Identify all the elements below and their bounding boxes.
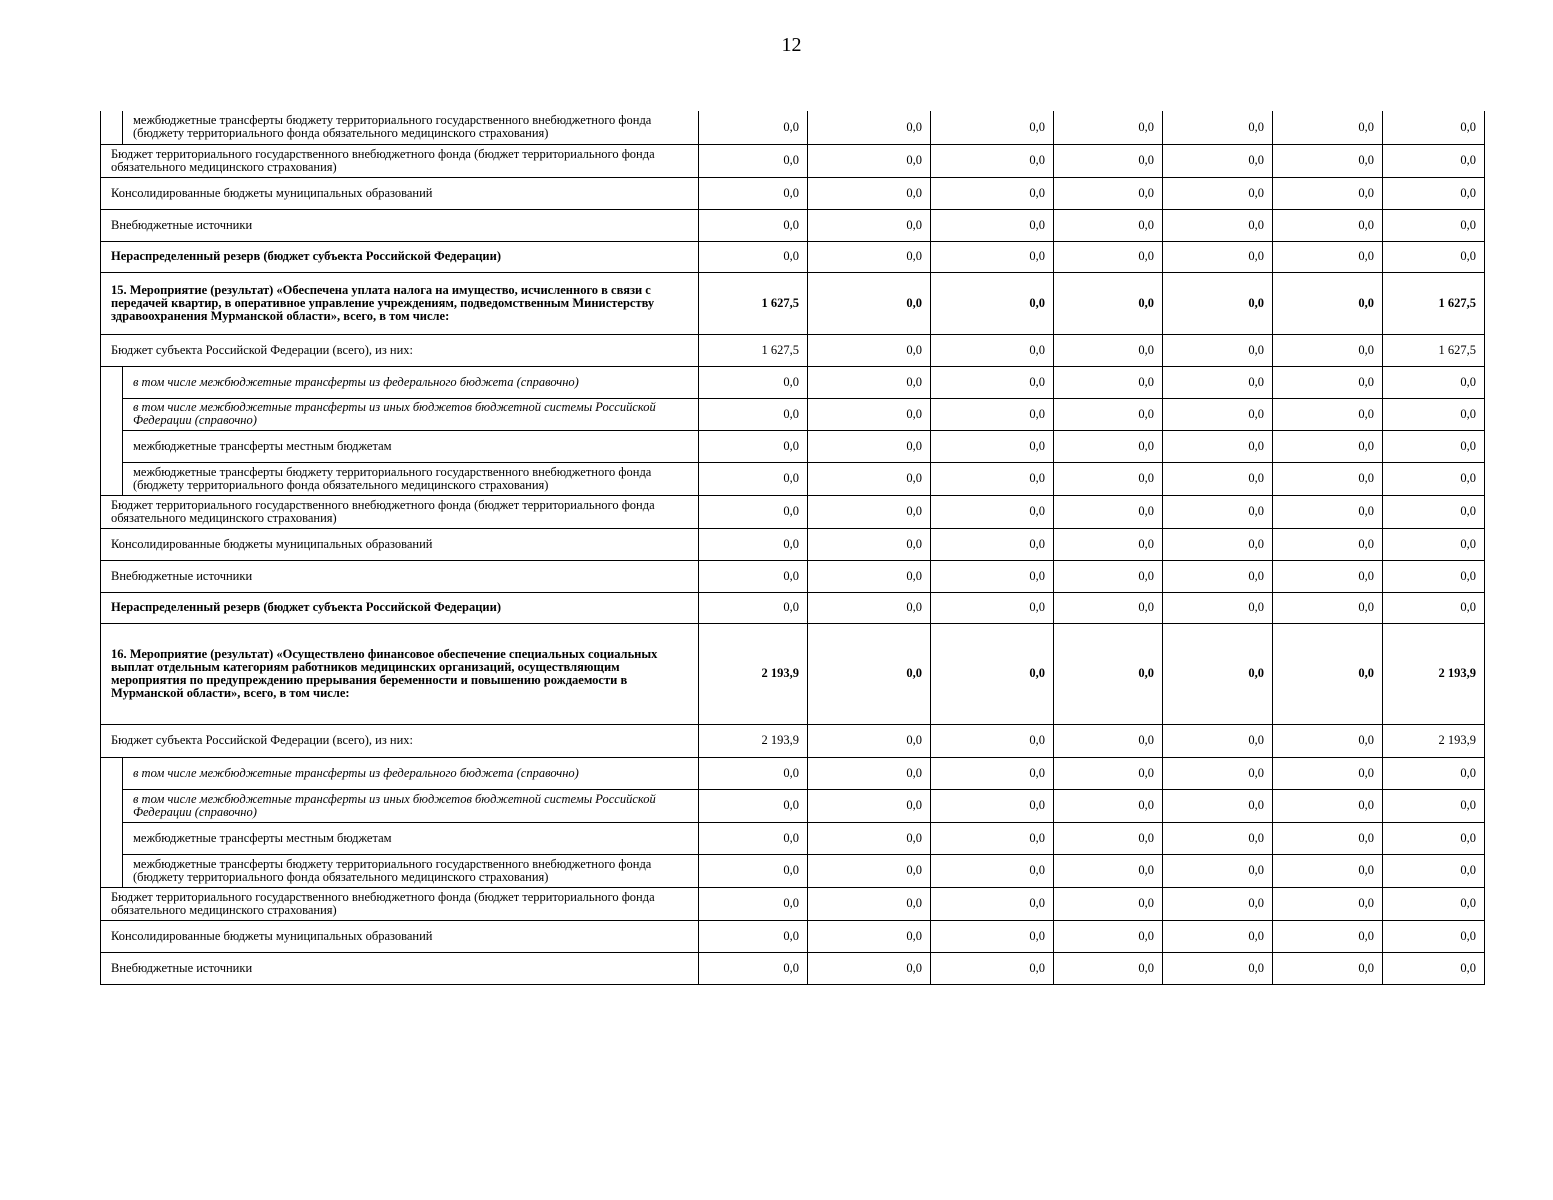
value-cell: 0,0 bbox=[931, 334, 1054, 366]
row-label: Внебюджетные источники bbox=[101, 560, 699, 592]
value-cell: 0,0 bbox=[1383, 757, 1485, 789]
table-row bbox=[101, 462, 1485, 495]
value-cell: 0,0 bbox=[931, 724, 1054, 757]
value-cell: 0,0 bbox=[808, 789, 931, 822]
value-cell: 0,0 bbox=[1054, 789, 1163, 822]
value-cell: 0,0 bbox=[1273, 789, 1383, 822]
value-cell: 0,0 bbox=[808, 560, 931, 592]
value-cell: 0,0 bbox=[1383, 177, 1485, 209]
table-row bbox=[101, 560, 1485, 592]
value-cell: 0,0 bbox=[1163, 920, 1273, 952]
value-cell: 0,0 bbox=[808, 757, 931, 789]
value-cell: 0,0 bbox=[699, 757, 808, 789]
value-cell: 0,0 bbox=[699, 209, 808, 241]
value-cell: 0,0 bbox=[1054, 462, 1163, 495]
value-cell: 2 193,9 bbox=[699, 724, 808, 757]
value-cell: 0,0 bbox=[931, 887, 1054, 920]
table-row bbox=[101, 623, 1485, 724]
page-number: 12 bbox=[781, 34, 802, 56]
value-cell: 2 193,9 bbox=[699, 623, 808, 724]
value-cell: 0,0 bbox=[1054, 887, 1163, 920]
value-cell: 0,0 bbox=[1383, 789, 1485, 822]
row-label: Бюджет территориального государственного внебюджетного фонда (бюджет территориального фонда обязательного медицинского страхования) bbox=[101, 887, 699, 920]
indent-cell bbox=[101, 366, 123, 398]
value-cell: 0,0 bbox=[931, 854, 1054, 887]
value-cell: 0,0 bbox=[1383, 495, 1485, 528]
value-cell: 0,0 bbox=[931, 623, 1054, 724]
value-cell: 0,0 bbox=[1054, 623, 1163, 724]
value-cell: 0,0 bbox=[1383, 887, 1485, 920]
value-cell: 0,0 bbox=[1163, 528, 1273, 560]
value-cell: 0,0 bbox=[1383, 462, 1485, 495]
value-cell: 0,0 bbox=[1054, 757, 1163, 789]
value-cell: 0,0 bbox=[808, 111, 931, 144]
row-label: 16. Мероприятие (результат) «Осуществлено финансовое обеспечение специальных социальных выплат отдельным категориям работников медицинских организаций, осуществляющим мероприятия по предупреждению прерывания беременности и повышению рождаемости в Мурманской области», всего, в том числе: bbox=[101, 623, 699, 724]
row-label: межбюджетные трансферты бюджету территориального государственного внебюджетного фонда (бюджету территориального фонда обязательного медицинского страхования) bbox=[123, 462, 699, 495]
value-cell: 0,0 bbox=[808, 854, 931, 887]
table-row bbox=[101, 398, 1485, 430]
value-cell: 0,0 bbox=[1273, 144, 1383, 177]
value-cell: 0,0 bbox=[1273, 920, 1383, 952]
value-cell: 0,0 bbox=[1383, 430, 1485, 462]
value-cell: 1 627,5 bbox=[1383, 334, 1485, 366]
table-row bbox=[101, 334, 1485, 366]
value-cell: 0,0 bbox=[1163, 854, 1273, 887]
value-cell: 0,0 bbox=[931, 789, 1054, 822]
value-cell: 0,0 bbox=[931, 920, 1054, 952]
value-cell: 0,0 bbox=[699, 592, 808, 623]
value-cell: 0,0 bbox=[1383, 398, 1485, 430]
value-cell: 0,0 bbox=[1383, 952, 1485, 984]
value-cell: 0,0 bbox=[1273, 822, 1383, 854]
table-row bbox=[101, 887, 1485, 920]
row-label: в том числе межбюджетные трансферты из иных бюджетов бюджетной системы Российской Федерации (справочно) bbox=[123, 398, 699, 430]
value-cell: 0,0 bbox=[1383, 144, 1485, 177]
row-label: межбюджетные трансферты бюджету территориального государственного внебюджетного фонда (бюджету территориального фонда обязательного медицинского страхования) bbox=[123, 854, 699, 887]
value-cell: 0,0 bbox=[1054, 111, 1163, 144]
value-cell: 0,0 bbox=[931, 209, 1054, 241]
value-cell: 0,0 bbox=[699, 854, 808, 887]
value-cell: 0,0 bbox=[1273, 241, 1383, 272]
table-row bbox=[101, 528, 1485, 560]
row-label: Бюджет территориального государственного внебюджетного фонда (бюджет территориального фонда обязательного медицинского страхования) bbox=[101, 144, 699, 177]
budget-table-body bbox=[101, 111, 1485, 984]
value-cell: 0,0 bbox=[1054, 592, 1163, 623]
value-cell: 0,0 bbox=[1383, 209, 1485, 241]
value-cell: 0,0 bbox=[1273, 334, 1383, 366]
table-row bbox=[101, 495, 1485, 528]
table-row bbox=[101, 241, 1485, 272]
value-cell: 0,0 bbox=[1273, 854, 1383, 887]
value-cell: 0,0 bbox=[699, 789, 808, 822]
table-row bbox=[101, 789, 1485, 822]
value-cell: 0,0 bbox=[1163, 144, 1273, 177]
value-cell: 0,0 bbox=[1273, 209, 1383, 241]
value-cell: 0,0 bbox=[1054, 398, 1163, 430]
row-label: межбюджетные трансферты местным бюджетам bbox=[123, 430, 699, 462]
value-cell: 0,0 bbox=[1054, 272, 1163, 334]
value-cell: 0,0 bbox=[699, 177, 808, 209]
indent-cell bbox=[101, 822, 123, 854]
table-row bbox=[101, 177, 1485, 209]
value-cell: 0,0 bbox=[931, 177, 1054, 209]
value-cell: 0,0 bbox=[699, 111, 808, 144]
value-cell: 0,0 bbox=[931, 366, 1054, 398]
row-label: 15. Мероприятие (результат) «Обеспечена уплата налога на имущество, исчисленного в связи с передачей квартир, в оперативное управление учреждениям, подведомственным Министерству здравоохранения Мурманской области», всего, в том числе: bbox=[101, 272, 699, 334]
row-label: Консолидированные бюджеты муниципальных образований bbox=[101, 920, 699, 952]
value-cell: 0,0 bbox=[1383, 854, 1485, 887]
value-cell: 0,0 bbox=[1273, 724, 1383, 757]
value-cell: 0,0 bbox=[808, 241, 931, 272]
value-cell: 0,0 bbox=[808, 495, 931, 528]
value-cell: 0,0 bbox=[1163, 430, 1273, 462]
value-cell: 0,0 bbox=[1054, 495, 1163, 528]
indent-cell bbox=[101, 462, 123, 495]
value-cell: 0,0 bbox=[1383, 822, 1485, 854]
row-label: межбюджетные трансферты местным бюджетам bbox=[123, 822, 699, 854]
value-cell: 0,0 bbox=[1273, 366, 1383, 398]
value-cell: 0,0 bbox=[1054, 177, 1163, 209]
value-cell: 0,0 bbox=[808, 209, 931, 241]
value-cell: 0,0 bbox=[1163, 789, 1273, 822]
value-cell: 0,0 bbox=[1054, 209, 1163, 241]
value-cell: 0,0 bbox=[808, 822, 931, 854]
value-cell: 0,0 bbox=[1273, 887, 1383, 920]
indent-cell bbox=[101, 757, 123, 789]
value-cell: 0,0 bbox=[1273, 592, 1383, 623]
table-row bbox=[101, 144, 1485, 177]
value-cell: 0,0 bbox=[808, 272, 931, 334]
value-cell: 0,0 bbox=[931, 560, 1054, 592]
value-cell: 0,0 bbox=[808, 528, 931, 560]
value-cell: 0,0 bbox=[808, 144, 931, 177]
table-row bbox=[101, 592, 1485, 623]
value-cell: 2 193,9 bbox=[1383, 623, 1485, 724]
value-cell: 0,0 bbox=[1163, 623, 1273, 724]
table-row bbox=[101, 366, 1485, 398]
value-cell: 0,0 bbox=[1054, 430, 1163, 462]
value-cell: 0,0 bbox=[1054, 920, 1163, 952]
value-cell: 1 627,5 bbox=[699, 334, 808, 366]
row-label: в том числе межбюджетные трансферты из иных бюджетов бюджетной системы Российской Федерации (справочно) bbox=[123, 789, 699, 822]
value-cell: 0,0 bbox=[1383, 528, 1485, 560]
value-cell: 0,0 bbox=[1273, 528, 1383, 560]
value-cell: 0,0 bbox=[1054, 144, 1163, 177]
value-cell: 0,0 bbox=[1273, 398, 1383, 430]
value-cell: 0,0 bbox=[808, 623, 931, 724]
row-label: Нераспределенный резерв (бюджет субъекта Российской Федерации) bbox=[101, 592, 699, 623]
value-cell: 0,0 bbox=[808, 592, 931, 623]
value-cell: 0,0 bbox=[1273, 430, 1383, 462]
table-row bbox=[101, 854, 1485, 887]
value-cell: 0,0 bbox=[931, 495, 1054, 528]
indent-cell bbox=[101, 854, 123, 887]
value-cell: 0,0 bbox=[1163, 462, 1273, 495]
value-cell: 0,0 bbox=[1054, 334, 1163, 366]
table-row bbox=[101, 822, 1485, 854]
indent-cell bbox=[101, 789, 123, 822]
value-cell: 0,0 bbox=[931, 757, 1054, 789]
value-cell: 0,0 bbox=[1273, 177, 1383, 209]
value-cell: 0,0 bbox=[1383, 920, 1485, 952]
row-label: Консолидированные бюджеты муниципальных образований bbox=[101, 177, 699, 209]
row-label: Бюджет субъекта Российской Федерации (всего), из них: bbox=[101, 334, 699, 366]
value-cell: 0,0 bbox=[1163, 757, 1273, 789]
value-cell: 0,0 bbox=[1163, 272, 1273, 334]
value-cell: 1 627,5 bbox=[1383, 272, 1485, 334]
value-cell: 0,0 bbox=[808, 462, 931, 495]
value-cell: 0,0 bbox=[1054, 854, 1163, 887]
table-row bbox=[101, 920, 1485, 952]
value-cell: 0,0 bbox=[931, 462, 1054, 495]
value-cell: 0,0 bbox=[699, 430, 808, 462]
indent-cell bbox=[101, 111, 123, 144]
indent-cell bbox=[101, 430, 123, 462]
value-cell: 0,0 bbox=[1383, 241, 1485, 272]
row-label: межбюджетные трансферты бюджету территориального государственного внебюджетного фонда (бюджету территориального фонда обязательного медицинского страхования) bbox=[123, 111, 699, 144]
value-cell: 0,0 bbox=[808, 430, 931, 462]
value-cell: 0,0 bbox=[1163, 241, 1273, 272]
value-cell: 0,0 bbox=[1054, 560, 1163, 592]
value-cell: 0,0 bbox=[699, 398, 808, 430]
value-cell: 0,0 bbox=[1163, 334, 1273, 366]
value-cell: 0,0 bbox=[931, 430, 1054, 462]
value-cell: 0,0 bbox=[808, 952, 931, 984]
value-cell: 0,0 bbox=[1273, 623, 1383, 724]
table-row bbox=[101, 952, 1485, 984]
value-cell: 0,0 bbox=[808, 398, 931, 430]
value-cell: 2 193,9 bbox=[1383, 724, 1485, 757]
row-label: в том числе межбюджетные трансферты из федерального бюджета (справочно) bbox=[123, 366, 699, 398]
value-cell: 0,0 bbox=[1273, 495, 1383, 528]
table-row bbox=[101, 272, 1485, 334]
value-cell: 0,0 bbox=[699, 887, 808, 920]
value-cell: 0,0 bbox=[1163, 366, 1273, 398]
row-label: Бюджет субъекта Российской Федерации (всего), из них: bbox=[101, 724, 699, 757]
value-cell: 0,0 bbox=[699, 241, 808, 272]
row-label: в том числе межбюджетные трансферты из федерального бюджета (справочно) bbox=[123, 757, 699, 789]
value-cell: 0,0 bbox=[699, 366, 808, 398]
table-row bbox=[101, 111, 1485, 144]
value-cell: 0,0 bbox=[808, 177, 931, 209]
row-label: Консолидированные бюджеты муниципальных образований bbox=[101, 528, 699, 560]
value-cell: 0,0 bbox=[1054, 366, 1163, 398]
value-cell: 0,0 bbox=[808, 887, 931, 920]
value-cell: 0,0 bbox=[1163, 822, 1273, 854]
row-label: Нераспределенный резерв (бюджет субъекта Российской Федерации) bbox=[101, 241, 699, 272]
value-cell: 0,0 bbox=[931, 952, 1054, 984]
value-cell: 0,0 bbox=[699, 495, 808, 528]
value-cell: 0,0 bbox=[1163, 592, 1273, 623]
value-cell: 0,0 bbox=[1163, 724, 1273, 757]
table-row bbox=[101, 724, 1485, 757]
budget-table bbox=[100, 111, 1485, 985]
value-cell: 0,0 bbox=[1383, 111, 1485, 144]
value-cell: 0,0 bbox=[1054, 241, 1163, 272]
value-cell: 0,0 bbox=[1273, 272, 1383, 334]
value-cell: 0,0 bbox=[931, 592, 1054, 623]
indent-cell bbox=[101, 398, 123, 430]
value-cell: 0,0 bbox=[1163, 887, 1273, 920]
value-cell: 0,0 bbox=[931, 241, 1054, 272]
value-cell: 0,0 bbox=[808, 334, 931, 366]
value-cell: 0,0 bbox=[699, 920, 808, 952]
value-cell: 0,0 bbox=[931, 144, 1054, 177]
value-cell: 0,0 bbox=[1163, 177, 1273, 209]
value-cell: 0,0 bbox=[931, 398, 1054, 430]
row-label: Бюджет территориального государственного внебюджетного фонда (бюджет территориального фонда обязательного медицинского страхования) bbox=[101, 495, 699, 528]
value-cell: 0,0 bbox=[931, 822, 1054, 854]
value-cell: 0,0 bbox=[1383, 592, 1485, 623]
value-cell: 0,0 bbox=[1273, 560, 1383, 592]
value-cell: 0,0 bbox=[1054, 528, 1163, 560]
value-cell: 0,0 bbox=[699, 560, 808, 592]
table-row bbox=[101, 757, 1485, 789]
value-cell: 0,0 bbox=[1163, 952, 1273, 984]
value-cell: 0,0 bbox=[1273, 111, 1383, 144]
value-cell: 0,0 bbox=[699, 528, 808, 560]
value-cell: 0,0 bbox=[1163, 398, 1273, 430]
value-cell: 0,0 bbox=[931, 528, 1054, 560]
value-cell: 0,0 bbox=[699, 952, 808, 984]
value-cell: 0,0 bbox=[1273, 757, 1383, 789]
value-cell: 0,0 bbox=[1383, 560, 1485, 592]
row-label: Внебюджетные источники bbox=[101, 952, 699, 984]
value-cell: 0,0 bbox=[808, 724, 931, 757]
value-cell: 0,0 bbox=[1054, 952, 1163, 984]
value-cell: 0,0 bbox=[1054, 822, 1163, 854]
table-row bbox=[101, 209, 1485, 241]
value-cell: 0,0 bbox=[808, 366, 931, 398]
value-cell: 0,0 bbox=[1163, 560, 1273, 592]
value-cell: 0,0 bbox=[1383, 366, 1485, 398]
value-cell: 0,0 bbox=[1054, 724, 1163, 757]
value-cell: 0,0 bbox=[1163, 111, 1273, 144]
value-cell: 0,0 bbox=[1273, 952, 1383, 984]
value-cell: 1 627,5 bbox=[699, 272, 808, 334]
table-row bbox=[101, 430, 1485, 462]
value-cell: 0,0 bbox=[699, 144, 808, 177]
value-cell: 0,0 bbox=[1163, 209, 1273, 241]
row-label: Внебюджетные источники bbox=[101, 209, 699, 241]
value-cell: 0,0 bbox=[699, 822, 808, 854]
value-cell: 0,0 bbox=[931, 111, 1054, 144]
value-cell: 0,0 bbox=[1273, 462, 1383, 495]
value-cell: 0,0 bbox=[699, 462, 808, 495]
value-cell: 0,0 bbox=[1163, 495, 1273, 528]
value-cell: 0,0 bbox=[931, 272, 1054, 334]
value-cell: 0,0 bbox=[808, 920, 931, 952]
